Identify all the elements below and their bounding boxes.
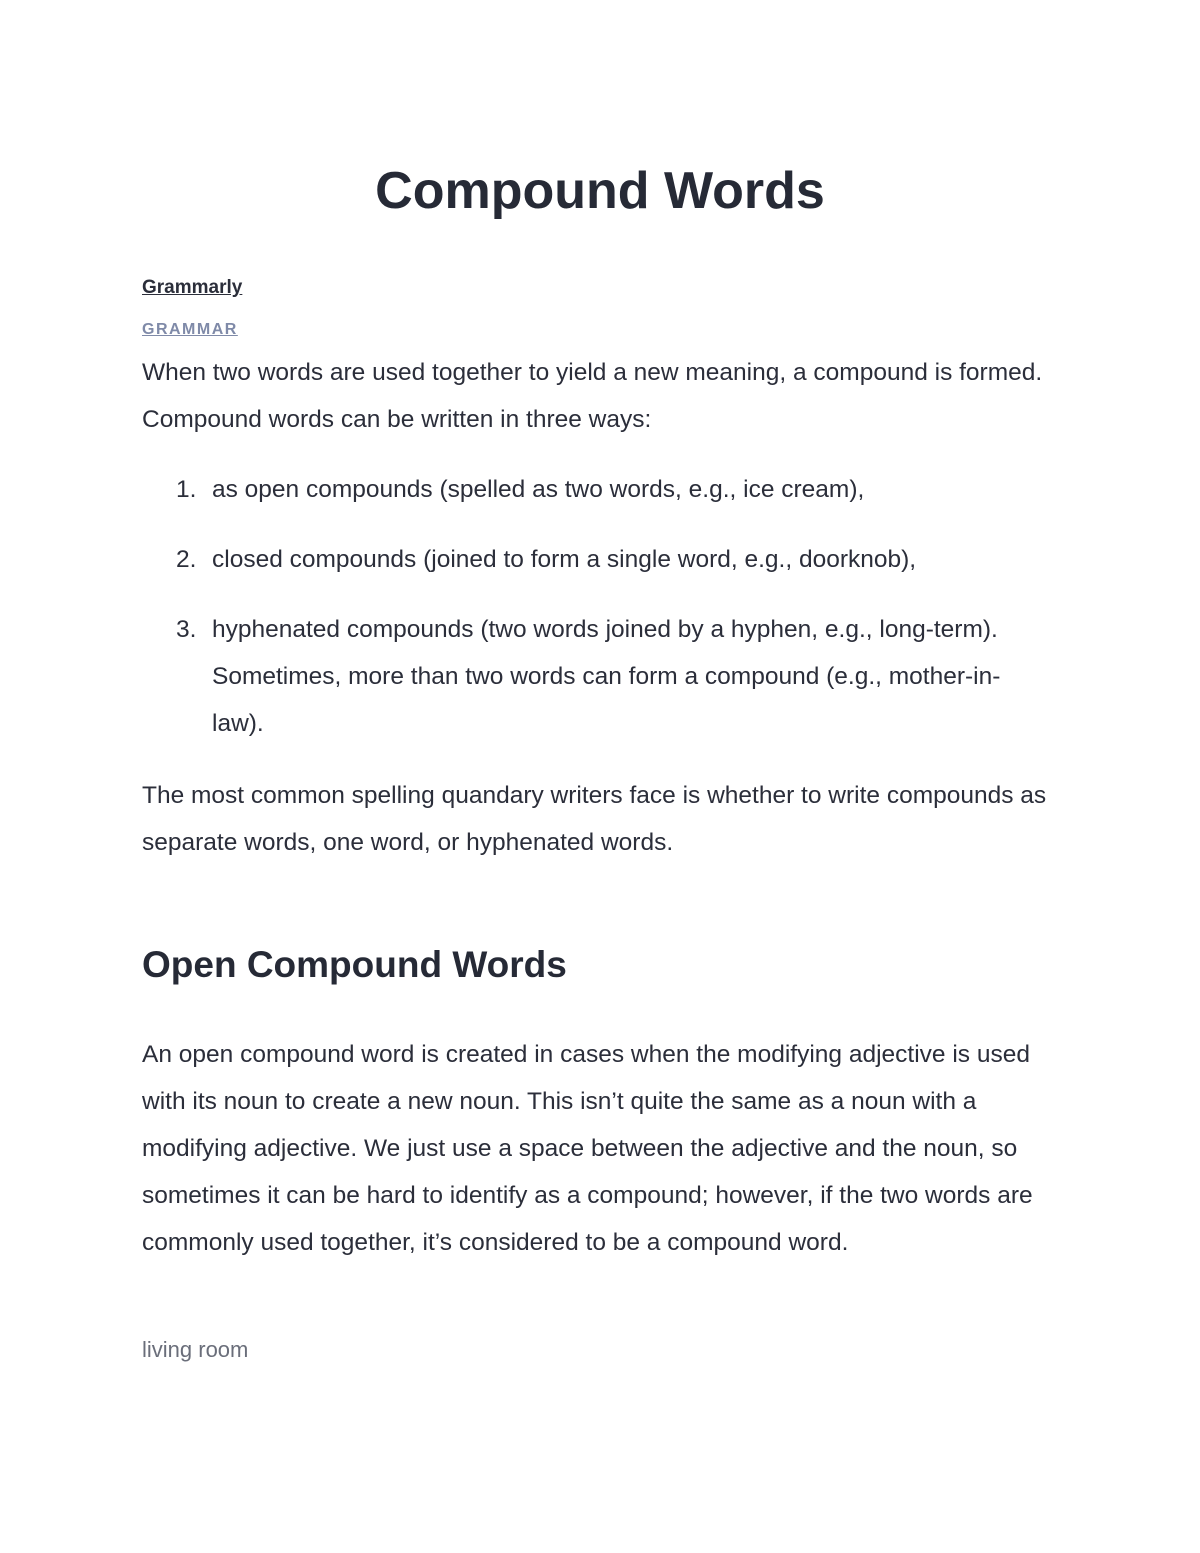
- section-heading: Open Compound Words: [142, 944, 567, 985]
- list-item: [142, 606, 1042, 747]
- list-text: as open compounds (spelled as two words, e.g., ice cream),: [212, 476, 865, 503]
- list-number: 2.: [176, 546, 197, 573]
- list-item: [142, 466, 1042, 513]
- list-item: [142, 536, 1042, 583]
- page-title: Compound Words: [375, 162, 825, 220]
- compound-types-list: [142, 466, 1042, 770]
- list-text: hyphenated compounds (two words joined by a hyphen, e.g., long-term). Sometimes, more than two words can form a compound (e.g., mother-in-law).: [212, 616, 1001, 737]
- category-link[interactable]: GRAMMAR: [142, 321, 238, 338]
- list-text: closed compounds (joined to form a single word, e.g., doorknob),: [212, 546, 917, 573]
- common-quandary-paragraph: The most common spelling quandary writers face is whether to write compounds as separate words, one word, or hyphenated words.: [142, 782, 1047, 856]
- list-number: 3.: [176, 616, 197, 643]
- example-text: living room: [142, 1337, 249, 1362]
- intro-paragraph: When two words are used together to yield a new meaning, a compound is formed. Compound words can be written in three ways:: [142, 359, 1043, 433]
- list-number: 1.: [176, 476, 197, 503]
- source-link[interactable]: Grammarly: [142, 277, 243, 298]
- section-body-paragraph: An open compound word is created in cases when the modifying adjective is used with its noun to create a new noun. This isn’t quite the same as a noun with a modifying adjective. We just use a space between the adjective and the noun, so sometimes it can be hard to identify as a compound; however, if the two words are commonly used together, it’s considered to be a compound word.: [142, 1041, 1033, 1256]
